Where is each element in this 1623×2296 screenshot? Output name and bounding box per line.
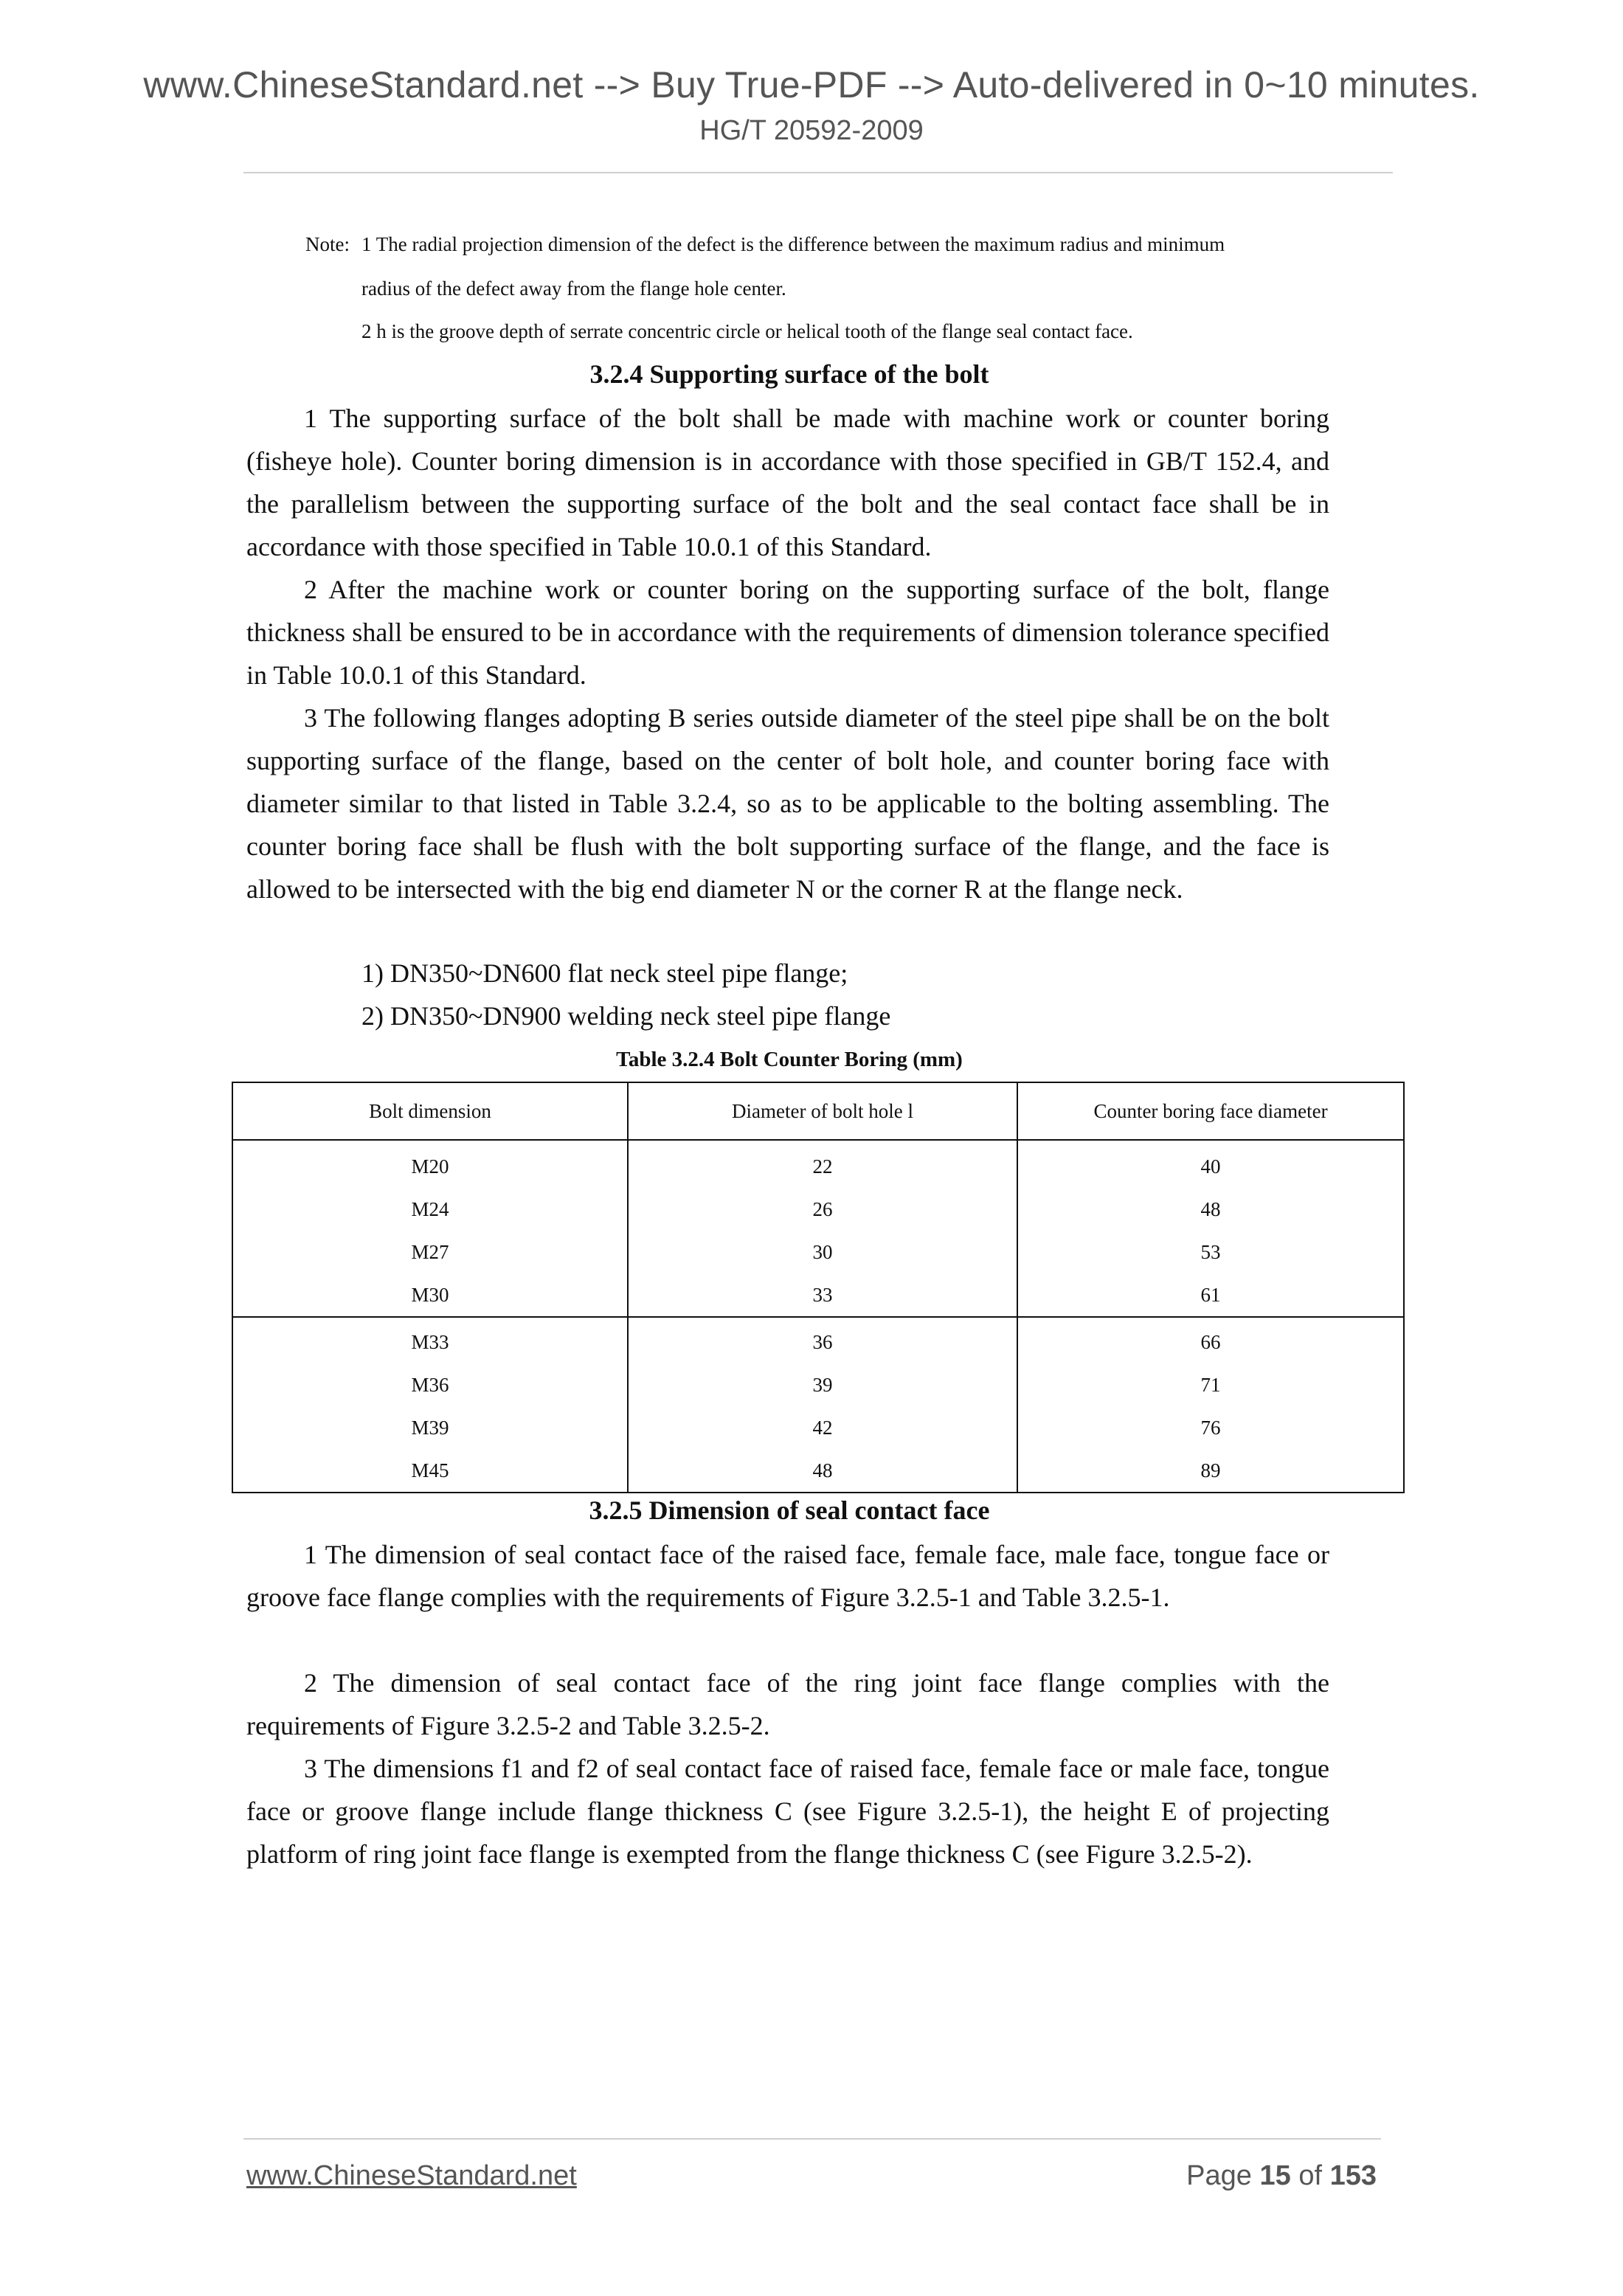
table-cell: 30 — [628, 1231, 1017, 1273]
table-cell: 36 — [628, 1317, 1017, 1363]
bolt-counter-boring-table — [232, 1082, 1405, 1493]
section-heading-3-2-4: 3.2.4 Supporting surface of the bolt — [589, 359, 989, 389]
table-cell: 42 — [628, 1406, 1017, 1449]
table-header-row — [232, 1082, 1404, 1140]
table-cell: 48 — [1017, 1188, 1404, 1231]
note-2: 2 h is the groove depth of serrate concentric circle or helical tooth of the flange seal contact face. — [361, 320, 1133, 342]
header-banner[interactable]: www.ChineseStandard.net --> Buy True-PDF --> Auto-delivered in 0~10 minutes. — [143, 64, 1480, 106]
page-number — [1186, 2160, 1377, 2192]
table-cell: M39 — [232, 1406, 628, 1449]
table-cell: M36 — [232, 1363, 628, 1406]
standard-number: HG/T 20592-2009 — [699, 115, 924, 146]
table-cell: M30 — [232, 1273, 628, 1317]
list-item-2: 2) DN350~DN900 welding neck steel pipe flange — [361, 1001, 891, 1031]
table-cell: 22 — [628, 1140, 1017, 1188]
table-cell: M45 — [232, 1449, 628, 1493]
paragraph-3-2-5-2: 2 The dimension of seal contact face of the ring joint face flange complies with the requirements of Figure 3.2.5-2 and Table 3.2.5-2. — [246, 1668, 1329, 1740]
section-heading-3-2-5: 3.2.5 Dimension of seal contact face — [589, 1495, 990, 1525]
table-cell: 61 — [1017, 1273, 1404, 1317]
footer-divider — [243, 2138, 1381, 2140]
paragraph-3-2-5-1: 1 The dimension of seal contact face of the raised face, female face, male face, tongue face or groove face flange complies with the requirements of Figure 3.2.5-1 and Table 3.2.5-1. — [246, 1540, 1329, 1612]
column-header-bolt-hole-diameter: Diameter of bolt hole l — [628, 1082, 1017, 1140]
table-row — [232, 1188, 1404, 1231]
paragraph-3-2-5-3: 3 The dimensions f1 and f2 of seal contact face of raised face, female face or male face, tongue face or groove flange include flange thickness C (see Figure 3.2.5-1), the height E of projecting platform of ring joint face flange is exempted from the flange thickness C (see Figure 3.2.5-2). — [246, 1754, 1329, 1869]
table-cell: 71 — [1017, 1363, 1404, 1406]
table-cell: 76 — [1017, 1406, 1404, 1449]
list-item-1: 1) DN350~DN600 flat neck steel pipe flange; — [361, 958, 848, 988]
note-1-line-1: 1 The radial projection dimension of the defect is the difference between the maximum radius and minimum — [361, 233, 1225, 255]
page-of: of — [1298, 2160, 1323, 2191]
paragraph-3-2-4-2: 2 After the machine work or counter boring on the supporting surface of the bolt, flange thickness shall be ensured to be in accordance with the requirements of dimension tolerance specified in Table 10.0.1 of this Standard. — [246, 575, 1329, 690]
table-cell: M27 — [232, 1231, 628, 1273]
table-cell: 26 — [628, 1188, 1017, 1231]
table-cell: 89 — [1017, 1449, 1404, 1493]
table-cell: M20 — [232, 1140, 628, 1188]
column-header-bolt-dimension: Bolt dimension — [232, 1082, 628, 1140]
table-row — [232, 1140, 1404, 1188]
table-row — [232, 1317, 1404, 1363]
paragraph-3-2-4-1: 1 The supporting surface of the bolt shall be made with machine work or counter boring (fisheye hole). Counter boring dimension is in accordance with those specified in GB/T 152.4, and the parallelism between the supporting surface of the bolt and the seal contact face shall be in accordance with those specified in Table 10.0.1 of this Standard. — [246, 404, 1329, 561]
total-pages: 153 — [1329, 2160, 1377, 2191]
table-row — [232, 1363, 1404, 1406]
table-cell: 53 — [1017, 1231, 1404, 1273]
column-header-counter-boring-diameter: Counter boring face diameter — [1017, 1082, 1404, 1140]
header-divider — [243, 172, 1393, 173]
paragraph-3-2-4-3: 3 The following flanges adopting B series outside diameter of the steel pipe shall be on the bolt supporting surface of the flange, based on the center of bolt hole, and counter boring face with diameter similar to that listed in Table 3.2.4, so as to be applicable to the bolting assembling. The counter boring face shall be flush with the bolt supporting surface of the flange, and the face is allowed to be intersected with the big end diameter N or the corner R at the flange neck. — [246, 703, 1329, 904]
table-cell: 39 — [628, 1363, 1017, 1406]
table-cell: 48 — [628, 1449, 1017, 1493]
note-label: Note: — [305, 233, 350, 255]
table-cell: M33 — [232, 1317, 628, 1363]
current-page: 15 — [1259, 2160, 1291, 2191]
table-row — [232, 1449, 1404, 1493]
table-row — [232, 1406, 1404, 1449]
footer-website-link[interactable]: www.ChineseStandard.net — [246, 2160, 577, 2191]
table-cell: 33 — [628, 1273, 1017, 1317]
page-prefix: Page — [1186, 2160, 1252, 2191]
note-1-line-2: radius of the defect away from the flange hole center. — [361, 277, 786, 300]
table-cell: 40 — [1017, 1140, 1404, 1188]
table-caption: Table 3.2.4 Bolt Counter Boring (mm) — [616, 1048, 963, 1071]
table-cell: M24 — [232, 1188, 628, 1231]
table-row — [232, 1273, 1404, 1317]
table-row — [232, 1231, 1404, 1273]
table-cell: 66 — [1017, 1317, 1404, 1363]
